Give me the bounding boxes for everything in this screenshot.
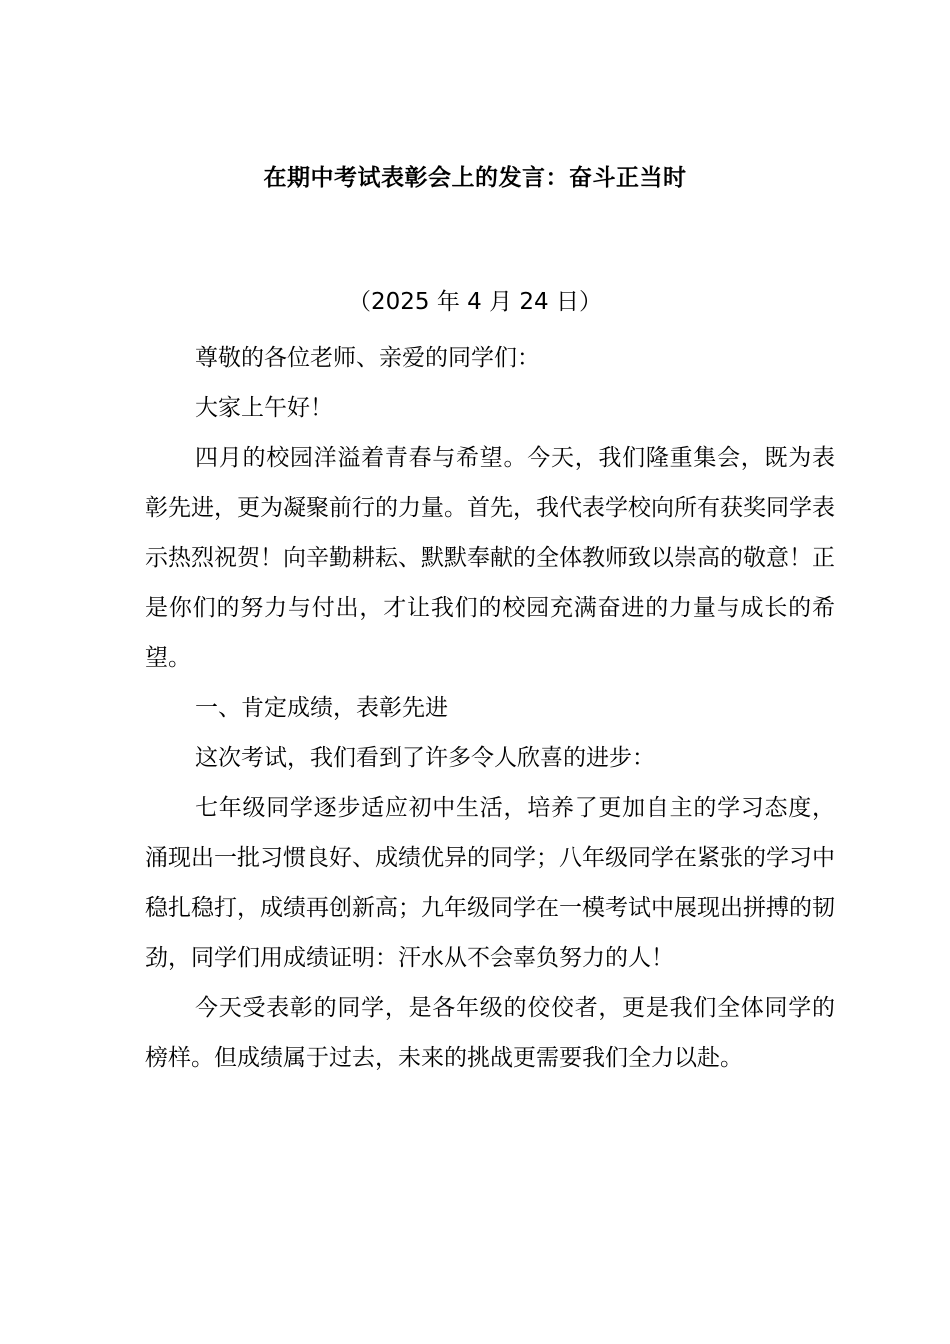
paragraph-greeting: 尊敬的各位老师、亲爱的同学们：	[195, 345, 540, 371]
section-heading-1: 一、肯定成绩，表彰先进	[195, 695, 448, 721]
paragraph-salutation: 大家上午好！	[195, 395, 333, 421]
paragraph-honorees: 今天受表彰的同学，是各年级的佼佼者，更是我们全体同学的榜样。但成绩属于过去，未来的挑战更需要我们全力以赴。	[145, 995, 835, 1071]
paragraph-grades: 七年级同学逐步适应初中生活，培养了更加自主的学习态度，涌现出一批习惯良好、成绩优异的同学；八年级同学在紧张的学习中稳扎稳打，成绩再创新高；九年级同学在一模考试中展现出拼搏的韧劲，同学们用成绩证明：汗水从不会辜负努力的人！	[145, 795, 835, 971]
document-title: 在期中考试表彰会上的发言：奋斗正当时	[263, 165, 687, 191]
paragraph-intro: 这次考试，我们看到了许多令人欣喜的进步：	[195, 745, 655, 771]
paragraph-opening: 四月的校园洋溢着青春与希望。今天，我们隆重集会，既为表彰先进，更为凝聚前行的力量。首先，我代表学校向所有获奖同学表示热烈祝贺！向辛勤耕耘、默默奉献的全体教师致以崇高的敬意！正是你们的努力与付出，才让我们的校园充满奋进的力量与成长的希望。	[145, 445, 835, 671]
document-date: （2025 年 4 月 24 日）	[348, 289, 602, 315]
document-body	[145, 333, 835, 1083]
